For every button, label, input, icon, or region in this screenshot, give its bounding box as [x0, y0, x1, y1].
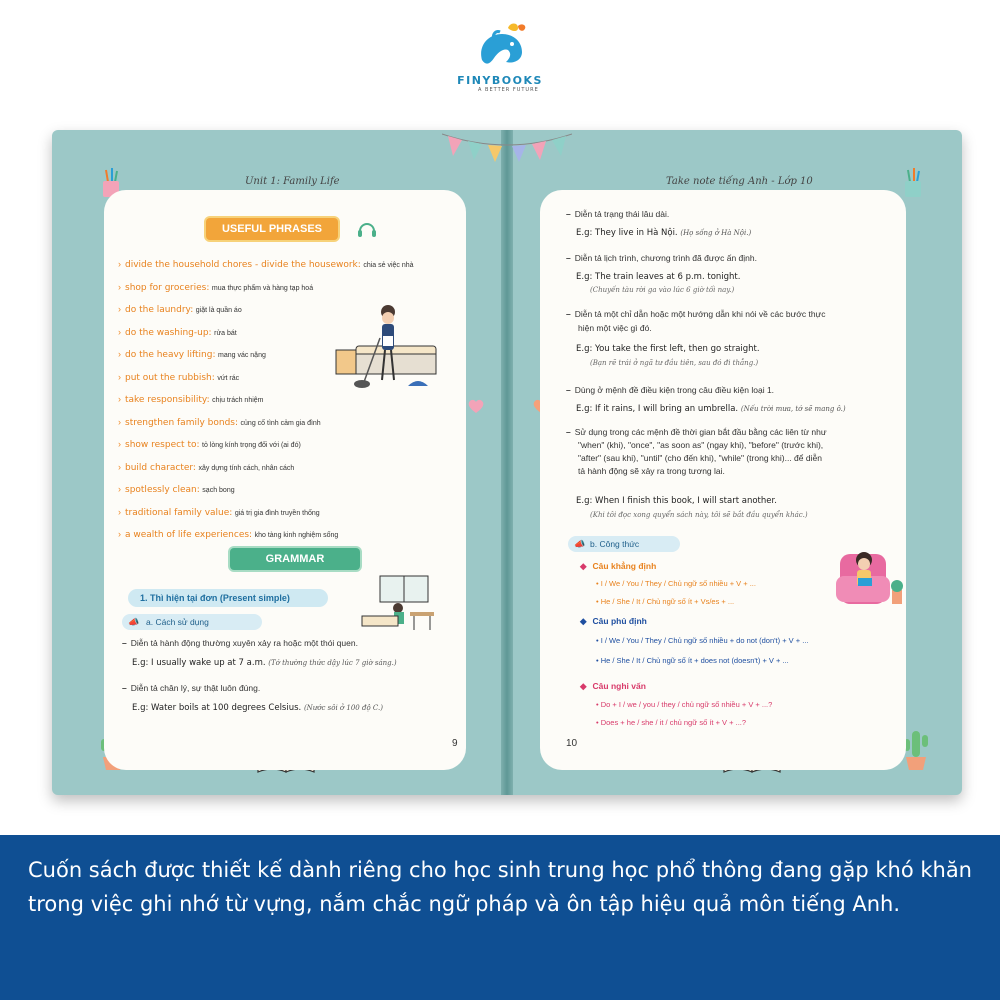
r-usage-text-2: – Diễn tả lịch trình, chương trình đã được ấn định. — [566, 253, 757, 263]
r-usage-text-3: – Diễn tả một chỉ dẫn hoặc một hướng dẫn khi nói về các bước thực — [566, 309, 826, 319]
r-usage-example-3: E.g: You take the first left, then go straight. — [576, 344, 760, 354]
r-usage-example-4: E.g: If it rains, I will bring an umbrella. (Nếu trời mưa, tớ sẽ mang ô.) — [576, 404, 846, 414]
list-item: › traditional family value: giá trị gia đình truyền thống — [118, 506, 320, 518]
question-line-2: • Does + he / she / it / chủ ngữ số ít + V + ...? — [596, 718, 747, 727]
usage-example-2: E.g: Water boils at 100 degrees Celsius. (Nước sôi ở 100 độ C.) — [132, 703, 383, 713]
negative-line-2: • He / She / It / Chủ ngữ số ít + does not (doesn't) + V + ... — [596, 656, 789, 665]
affirmative-line-2: • He / She / It / Chủ ngữ số ít + Vs/es + ... — [596, 597, 735, 606]
r-usage-text-5c: "after" (sau khi), "until" (cho đến khi), "while" (trong khi)... để diễn — [578, 453, 822, 463]
list-item: › shop for groceries: mua thực phẩm và hàng tạp hoá — [118, 281, 314, 293]
list-item: › show respect to: tỏ lòng kính trọng đối với (ai đó) — [118, 439, 301, 450]
reading-illustration — [830, 540, 910, 612]
cleaning-illustration — [330, 302, 440, 400]
negative-line-1: • I / We / You / They / Chủ ngữ số nhiều + do not (don't) + V + ... — [596, 636, 809, 645]
list-item: › a wealth of life experiences: kho tàng kinh nghiệm sống — [118, 529, 339, 540]
r-usage-text-4: – Dùng ở mệnh đề điều kiện trong câu điều kiện loại 1. — [566, 385, 775, 395]
right-running-head: Take note tiếng Anh - Lớp 10 — [666, 176, 813, 187]
usage-text-1: – Diễn tả hành động thường xuyên xảy ra hoặc một thói quen. — [122, 638, 358, 648]
r-usage-translation-2: (Chuyến tàu rời ga vào lúc 6 giờ tối nay.) — [590, 286, 735, 294]
question-line-1: • Do + I / we / you / they / chủ ngữ số nhiều + V + ...? — [596, 700, 773, 709]
heart-icon — [467, 398, 485, 414]
affirmative-head: ◆ Câu khẳng định — [580, 561, 657, 571]
finybooks-logo — [440, 20, 560, 110]
r-usage-text-1: – Diễn tả trạng thái lâu dài. — [566, 209, 670, 219]
grammar-label: GRAMMAR — [230, 548, 360, 570]
study-illustration — [360, 572, 440, 632]
phrase-list — [118, 254, 438, 547]
book-spine — [501, 130, 513, 795]
affirmative-line-1: • I / We / You / They / Chủ ngữ số nhiều + V + ... — [596, 579, 756, 588]
r-usage-text-3b: hiện một việc gì đó. — [578, 323, 652, 333]
caption-banner — [0, 835, 1000, 1000]
r-usage-example-2: E.g: The train leaves at 6 p.m. tonight. — [576, 272, 741, 282]
r-usage-example-5: E.g: When I finish this book, I will start another. — [576, 496, 777, 506]
dolphin-logo-icon — [468, 20, 532, 72]
usage-text-2: – Diễn tả chân lý, sự thật luôn đúng. — [122, 683, 261, 693]
list-item: › build character: xây dựng tính cách, nhân cách — [118, 461, 295, 473]
list-item: › put out the rubbish: vứt rác — [118, 371, 240, 383]
usage-example-1: E.g: I usually wake up at 7 a.m. (Tớ thường thức dậy lúc 7 giờ sáng.) — [132, 658, 397, 668]
subsection-usage: 📣 a. Cách sử dụng — [122, 614, 262, 630]
megaphone-icon: 📣 — [128, 617, 140, 627]
left-running-head: Unit 1: Family Life — [245, 176, 340, 187]
list-item: › do the washing-up: rửa bát — [118, 326, 237, 338]
r-usage-text-5d: tả hành động sẽ xảy ra trong tương lai. — [578, 466, 725, 476]
list-item: › do the heavy lifting: mang vác nặng — [118, 349, 266, 360]
logo-tagline: A BETTER FUTURE — [478, 87, 539, 93]
megaphone-icon: 📣 — [574, 539, 586, 549]
caption-text: Cuốn sách được thiết kế dành riêng cho học sinh trung học phổ thông đang gặp khó khăn trong việc ghi nhớ từ vựng, nắm chắc ngữ pháp và ôn tập hiệu quả môn tiếng Anh. — [28, 858, 972, 916]
useful-phrases-label: USEFUL PHRASES — [206, 218, 338, 240]
list-item: › do the laundry: giặt là quần áo — [118, 304, 242, 315]
pencil-cup-icon — [902, 168, 924, 198]
list-item: › take responsibility: chịu trách nhiệm — [118, 394, 264, 405]
headphones-icon — [356, 218, 378, 240]
r-usage-translation-3: (Bạn rẽ trái ở ngã tư đầu tiên, sau đó đi thẳng.) — [590, 359, 759, 367]
r-usage-example-1: E.g: They live in Hà Nội. (Họ sống ở Hà Nội.) — [576, 228, 752, 238]
r-usage-text-5b: "when" (khi), "once", "as soon as" (ngay khi), "before" (trước khi), — [578, 440, 824, 450]
list-item: › divide the household chores - divide the housework: chia sẻ việc nhà — [118, 259, 414, 270]
left-page-number: 9 — [452, 738, 458, 749]
logo-name: FINYBOOKS — [457, 74, 543, 87]
question-head: ◆ Câu nghi vấn — [580, 681, 646, 691]
negative-head: ◆ Câu phủ định — [580, 616, 647, 626]
r-usage-translation-5: (Khi tôi đọc xong quyển sách này, tôi sẽ bắt đầu quyển khác.) — [590, 511, 808, 519]
bunting-icon — [442, 130, 572, 170]
right-page-number: 10 — [566, 738, 578, 749]
r-usage-text-5: – Sử dụng trong các mệnh đề thời gian bắt đầu bằng các liên từ như — [566, 427, 827, 437]
section-title: 1. Thì hiện tại đơn (Present simple) — [128, 589, 328, 607]
list-item: › spotlessly clean: sạch bong — [118, 484, 235, 495]
formula-label: 📣 b. Công thức — [568, 536, 680, 552]
list-item: › strengthen family bonds: củng cố tình cảm gia đình — [118, 416, 321, 428]
